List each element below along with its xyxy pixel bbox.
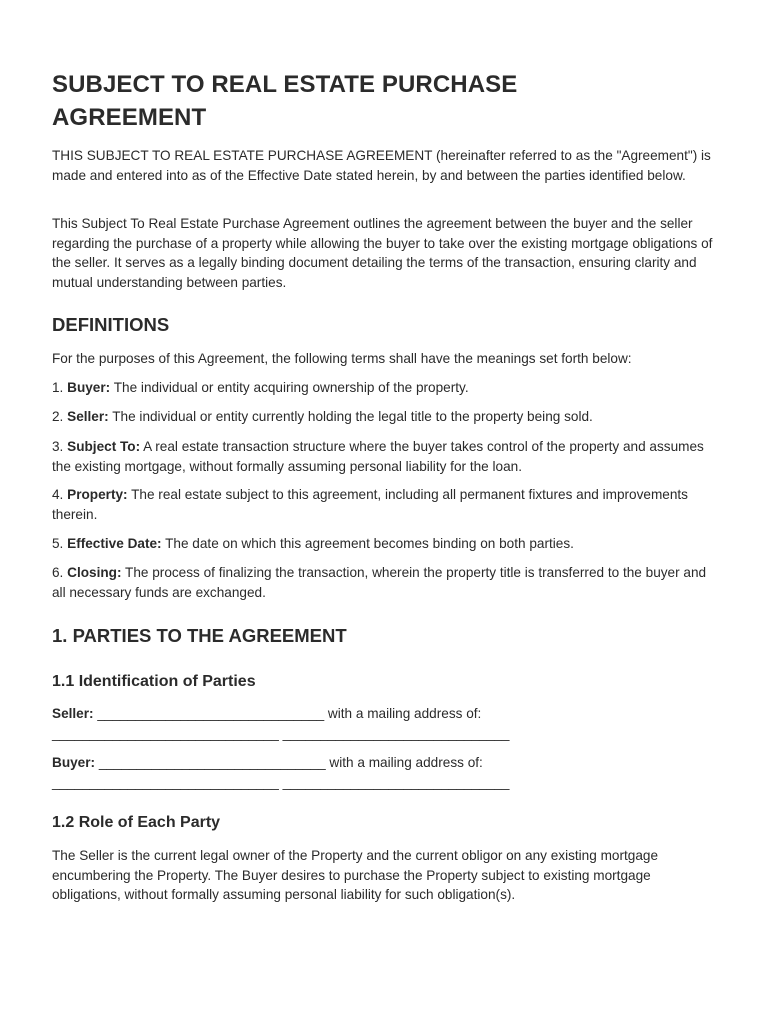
definition-text: The individual or entity currently holding the legal title to the property being sold. [108,409,593,424]
seller-name-field[interactable]: ______________________________ [93,706,325,721]
intro-paragraph-1: THIS SUBJECT TO REAL ESTATE PURCHASE AGREEMENT (hereinafter referred to as the "Agreement") is made and entered into as of the Effective Date stated herein, by and between the parties identified below. [52,148,711,183]
definition-number: 6. [52,565,64,580]
definition-number: 3. [52,439,64,454]
document-title: SUBJECT TO REAL ESTATE PURCHASE AGREEMENT [52,71,518,131]
buyer-label: Buyer: [52,755,96,770]
buyer-suffix: with a mailing address of: [325,755,483,770]
role-paragraph: The Seller is the current legal owner of the Property and the current obligor on any existing mortgage encumbering the Property. The Buyer desires to purchase the Property subject to existing mortgage obligations, without formally assuming personal liability for such obligation(s). [52,848,659,902]
definition-term: Property: [67,487,128,502]
definition-term: Buyer: [67,380,111,395]
definition-number: 5. [52,536,64,551]
definition-item [52,378,722,398]
identification-heading: 1.1 Identification of Parties [52,673,256,690]
parties-heading: 1. PARTIES TO THE AGREEMENT [52,625,347,646]
definition-item [52,485,722,524]
definition-number: 4. [52,487,64,502]
seller-address-field[interactable]: ______________________________ ______________________________ [52,726,510,741]
definitions-lead: For the purposes of this Agreement, the following terms shall have the meanings set forth below: [52,351,632,366]
seller-suffix: with a mailing address of: [324,706,482,721]
definition-text: The process of finalizing the transaction, wherein the property title is transferred to the buyer and all necessary funds are exchanged. [52,565,707,600]
definition-item [52,437,722,476]
seller-label: Seller: [52,706,94,721]
definition-text: The real estate subject to this agreement, including all permanent fixtures and improvements therein. [52,487,688,522]
definition-number: 2. [52,409,64,424]
definition-text: The date on which this agreement becomes binding on both parties. [161,536,574,551]
definition-number: 1. [52,380,64,395]
definition-item [52,407,722,427]
definition-text: The individual or entity acquiring ownership of the property. [110,380,469,395]
definition-term: Subject To: [67,439,141,454]
definition-term: Seller: [67,409,109,424]
definitions-heading: DEFINITIONS [52,314,170,335]
definition-term: Effective Date: [67,536,162,551]
seller-line [52,704,722,724]
definition-term: Closing: [67,565,122,580]
definition-item [52,534,722,554]
intro-paragraph-2: This Subject To Real Estate Purchase Agreement outlines the agreement between the buyer and the seller regarding the purchase of a property while allowing the buyer to take over the existing mortgage obligations of the seller. It serves as a legally binding document detailing the terms of the transaction, ensuring clarity and mutual understanding between parties. [52,216,713,290]
buyer-line [52,753,722,773]
definition-text: A real estate transaction structure where the buyer takes control of the property and assumes the existing mortgage, without formally assuming personal liability for the loan. [52,439,704,474]
buyer-address-field[interactable]: ______________________________ ______________________________ [52,775,510,790]
definition-item [52,563,722,602]
buyer-name-field[interactable]: ______________________________ [95,755,326,770]
role-heading: 1.2 Role of Each Party [52,814,221,831]
